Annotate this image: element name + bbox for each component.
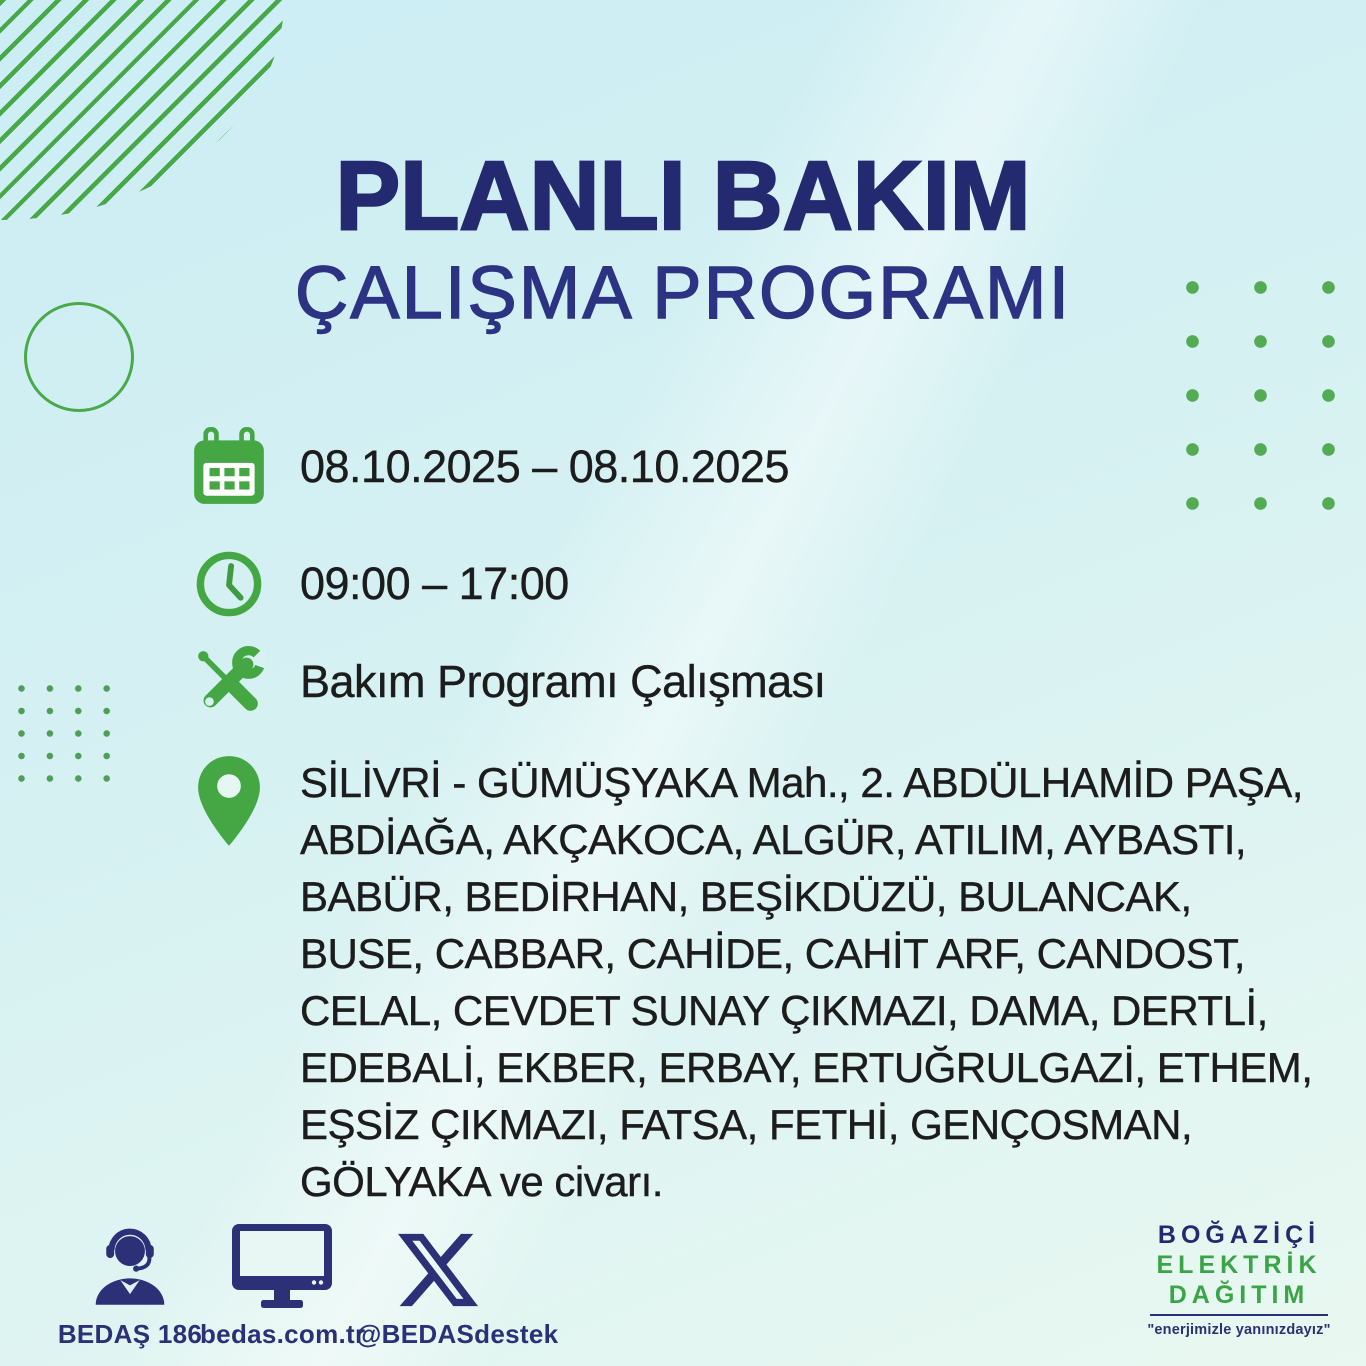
time-range-value: 09:00 – 17:00 (300, 558, 569, 609)
contact-call-center-label: BEDAŞ 186 (57, 1319, 203, 1349)
company-logo (1144, 1220, 1334, 1338)
clock-icon (188, 548, 270, 620)
location-row (188, 754, 1320, 1210)
location-pin-icon (188, 754, 270, 849)
support-agent-icon (48, 1222, 212, 1310)
contact-website-label: bedas.com.tr (200, 1319, 366, 1349)
date-range-value: 08.10.2025 – 08.10.2025 (300, 441, 789, 492)
contact-x-account (356, 1222, 559, 1350)
contact-x-account-label: @BEDASdestek (356, 1319, 559, 1349)
contact-call-center (48, 1222, 212, 1350)
logo-line-dagitim: DAĞITIM (1168, 1281, 1310, 1309)
logo-divider (1150, 1314, 1328, 1316)
logo-tagline: "enerjimizle yanınızdayız" (1147, 1322, 1331, 1338)
x-twitter-icon (356, 1222, 520, 1310)
work-type-value: Bakım Programı Çalışması (300, 656, 826, 707)
contact-website (200, 1222, 364, 1350)
page-subtitle: ÇALIŞMA PROGRAMI (294, 251, 1072, 334)
logo-line-bogazici: BOĞAZİÇİ (1157, 1221, 1321, 1249)
work-type-row (188, 642, 826, 722)
location-value: SİLİVRİ - GÜMÜŞYAKA Mah., 2. ABDÜLHAMİD PAŞA, ABDİAĞA, AKÇAKOCA, ALGÜR, ATILIM, AYBASTI, BABÜR, BEDİRHAN, BEŞİKDÜZÜ, BULANCAK, BUSE, CABBAR, CAHİDE, CAHİT ARF, CANDOST, CELAL, CEVDET SUNAY ÇIKMAZI, DAMA, DERTLİ, EDEBALİ, EKBER, ERBAY, ERTUĞRULGAZİ, ETHEM, EŞSİZ ÇIKMAZI, FATSA, FETHİ, GENÇOSMAN, GÖLYAKA ve civarı. (300, 759, 1313, 1205)
time-row (188, 546, 569, 622)
date-row (188, 424, 789, 510)
calendar-icon (188, 426, 270, 508)
monitor-icon (200, 1222, 364, 1310)
logo-line-elektrik: ELEKTRİK (1156, 1251, 1322, 1279)
dots-grid-left-decoration (18, 685, 118, 785)
page-title: PLANLI BAKIM (335, 141, 1031, 250)
tools-icon (188, 646, 270, 718)
